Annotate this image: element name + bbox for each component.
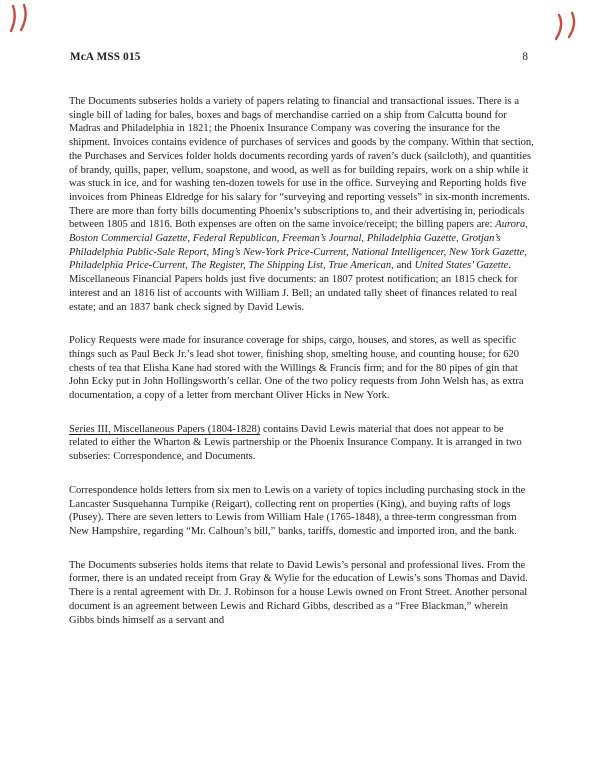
text-run-normal: The Documents subseries holds items that relate to David Lewis’s personal and professional lives. From the former, there is an undated receipt from Gray & Wylie for the education of Lewis’s sons Thomas and David. There is a rental agreement with Dr. J. Robinson for a house Lewis owned on Front Street. Another personal document is an agreement between Lewis and Richard Gibbs, described as a “Free Blackman,” wherein Gibbs binds himself as a servant and (69, 559, 528, 626)
text-run-italic: United States’ Gazette (414, 260, 509, 272)
paragraph (69, 334, 534, 403)
paragraph (69, 423, 534, 464)
paragraph (69, 559, 534, 628)
text-run-normal: Policy Requests were made for insurance coverage for ships, cargo, houses, and stores, as well as specific things such as Paul Beck Jr.’s lead shot tower, finishing shop, smelting house, and counting house; for 620 chests of tea that Elisha Kane had stored with the Willings & Francis firm; and for the 80 pipes of gin that John Ecky put in John Hollingsworth’s cellar. One of the two policy requests from John Welsh has, as extra documentation, a copy of a letter from merchant Oliver Hicks in New York. (69, 335, 524, 402)
text-run-normal: Correspondence holds letters from six men to Lewis on a variety of topics including purchasing stock in the Lancaster Susquehanna Turnpike (Reigart), collecting rent on properties (King), and buying rafts of logs (Pusey). There are seven letters to Lewis from William Hale (1765-1848), a three-term congressman from New Hampshire, regarding “Mr. Calhoun’s bill,” banks, tariffs, domestic and imported iron, and the bank. (69, 484, 526, 537)
page-header (70, 51, 528, 64)
text-run-normal: and (393, 260, 415, 272)
text-run-normal: contains David Lewis material that does not appear to be related to either the Wharton & Lewis partnership or the Phoenix Insurance Company. It is arranged in two subseries: Correspondence, and Documents. (69, 423, 522, 463)
text-run-normal: The Documents subseries holds a variety of papers relating to financial and transactional issues. There is a single bill of lading for bales, boxes and bags of merchandise carried on a ship from Calcutta bound for Madras and Philadelphia in 1821; the Phoenix Insurance Company was covering the insurance for the shipment. Invoices contains evidence of purchases of services and goods by the company. Within that section, the Purchases and Services folder holds documents recording yards of raven’s duck (sailcloth), and quantities of brandy, quills, paper, vellum, soapstone, and wood, as well as for building repairs, work on a ship while it was stuck in ice, and for washing ten-dozen towels for use in the office. Surveying and Reporting holds five invoices from Phineas Eldredge for his salary for “surveying and reporting vessels” in six-month increments. There are more than forty bills documenting Phoenix’s subscriptions to, and their advertising in, periodicals between 1805 and 1816. Both expenses are often on the same invoice/receipt; the billing papers are: (69, 96, 534, 231)
text-run-italic: Aurora, Boston Commercial Gazette, Federal Republican, Freeman’s Journal, Philadelphia Gazette, Grotjan’s Philadelphia Public-Sale Report, Ming’s New-York Price-Current, National Intelligencer, New York Gazette, Philadelphia Price-Current, The Register, The Shipping List, True American, (69, 219, 528, 272)
red-pen-mark-top-left (7, 3, 33, 37)
paragraph (69, 484, 534, 539)
page-number: 8 (522, 51, 528, 63)
paragraph (69, 95, 534, 314)
red-pen-mark-top-right (549, 11, 587, 45)
text-run-normal: . Miscellaneous Financial Papers holds just five documents: an 1807 protest notification; an 1815 check for interest and an 1816 list of accounts with William J. Bell; an undated tally sheet of finances related to real estate; and an 1837 bank check signed by David Lewis. (69, 260, 518, 313)
text-run-underline: Series III, Miscellaneous Papers (1804-1828) (69, 423, 261, 435)
document-body (69, 95, 534, 647)
collection-id: McA MSS 015 (70, 51, 141, 63)
